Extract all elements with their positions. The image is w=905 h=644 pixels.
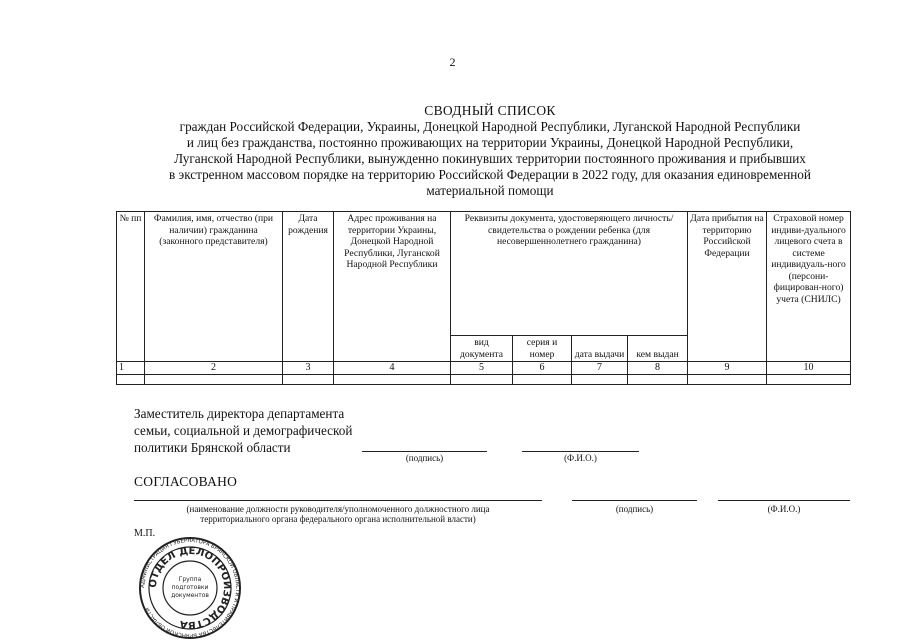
signature-line [362, 451, 487, 452]
seal-outer-text: АДМИНИСТРАЦИЯ ГУБЕРНАТОРА БРЯНСКОЙ ОБЛАСТИ И ПРАВИТЕЛЬСТВА БРЯНСКОЙ ОБЛАСТИ [139, 537, 241, 639]
header-doc-date: дата выдачи [572, 336, 628, 362]
header-name: Фамилия, имя, отчество (при наличии) гражданина (законного представителя) [145, 212, 283, 362]
column-number: 5 [451, 362, 513, 375]
name-caption: (Ф.И.О.) [564, 453, 597, 463]
page-number: 2 [449, 55, 456, 69]
document-title-block [100, 103, 880, 199]
seal-graphic [134, 537, 246, 639]
header-doc-issuer: кем выдан [628, 336, 688, 362]
subtitle-line: граждан Российской Федерации, Украины, Донецкой Народной Республики, Луганской Народной Республики [179, 119, 801, 134]
table-cell [334, 374, 451, 384]
header-doc-type: вид документа [451, 336, 513, 362]
table-cell [767, 374, 851, 384]
column-number: 6 [513, 362, 572, 375]
agreed-name-line [718, 500, 850, 501]
position-line: Заместитель директора департамента [134, 406, 345, 421]
agreed-signature-line [572, 500, 697, 501]
table-cell [688, 374, 767, 384]
header-address: Адрес проживания на территории Украины, Донецкой Народной Республики, Луганской Народной Республики [334, 212, 451, 362]
column-number: 8 [628, 362, 688, 375]
column-number: 1 [117, 362, 145, 375]
table-cell [451, 374, 513, 384]
agreed-signature-caption: (подпись) [615, 504, 654, 514]
seal-center-line: Группа [178, 576, 202, 583]
caption-line: (наименование должности руководителя/уполномоченного должностного лица [186, 504, 490, 514]
column-number: 7 [572, 362, 628, 375]
seal-center-line: документов [171, 592, 209, 599]
column-number: 3 [283, 362, 334, 375]
column-number: 2 [145, 362, 283, 375]
header-doc-series: серия и номер [513, 336, 572, 362]
subtitle-line: в экстренном массовом порядке на территорию Российской Федерации в 2022 году, для оказания единовременной [169, 167, 811, 182]
citizens-table [116, 211, 851, 385]
subtitle-line: и лиц без гражданства, постоянно проживающих на территории Украины, Донецкой Народной Республики, [186, 135, 794, 150]
column-number: 10 [767, 362, 851, 375]
table-cell [283, 374, 334, 384]
position-line: семьи, социальной и демографической [134, 423, 353, 438]
agreed-position-line [134, 500, 542, 501]
position-line: политики Брянской области [134, 440, 291, 455]
header-arrival-date: Дата прибытия на территорию Российской Федерации [688, 212, 767, 362]
table-row [117, 374, 851, 384]
table-cell [117, 374, 145, 384]
document-title: СВОДНЫЙ СПИСОК [424, 103, 556, 118]
name-line [522, 451, 639, 452]
official-seal-stamp [134, 537, 246, 639]
subtitle-line: материальной помощи [426, 183, 554, 198]
table-cell [145, 374, 283, 384]
seal-center-line: подготовки [171, 584, 209, 591]
header-document-group: Реквизиты документа, удостоверяющего личность/свидетельства о рождении ребенка (для несовершеннолетнего гражданина) [451, 212, 688, 336]
seal-ring-text: ОТДЕЛ ДЕЛОПРОИЗВОДСТВА [147, 545, 233, 631]
table-cell [628, 374, 688, 384]
column-number: 4 [334, 362, 451, 375]
stamp-place-label: М.П. [134, 528, 156, 539]
table-cell [572, 374, 628, 384]
header-birth-date: Дата рождения [283, 212, 334, 362]
agreed-position-caption [134, 504, 542, 524]
column-number-row [117, 362, 851, 375]
column-number: 9 [688, 362, 767, 375]
subtitle-line: Луганской Народной Республики, вынужденно покинувших территории постоянного проживания и прибывших [174, 151, 806, 166]
table-cell [513, 374, 572, 384]
header-num: № пп [117, 212, 145, 362]
signature-caption: (подпись) [405, 453, 444, 463]
agreed-label: СОГЛАСОВАНО [134, 474, 238, 489]
agreed-name-caption: (Ф.И.О.) [767, 504, 801, 514]
header-snils: Страховой номер индиви-дуального лицевого счета в системе индивидуаль-ного (персони-фицирован-ного) учета (СНИЛС) [767, 212, 851, 362]
caption-line: территориального органа федерального органа исполнительной власти) [200, 514, 476, 524]
official-position [134, 405, 352, 456]
